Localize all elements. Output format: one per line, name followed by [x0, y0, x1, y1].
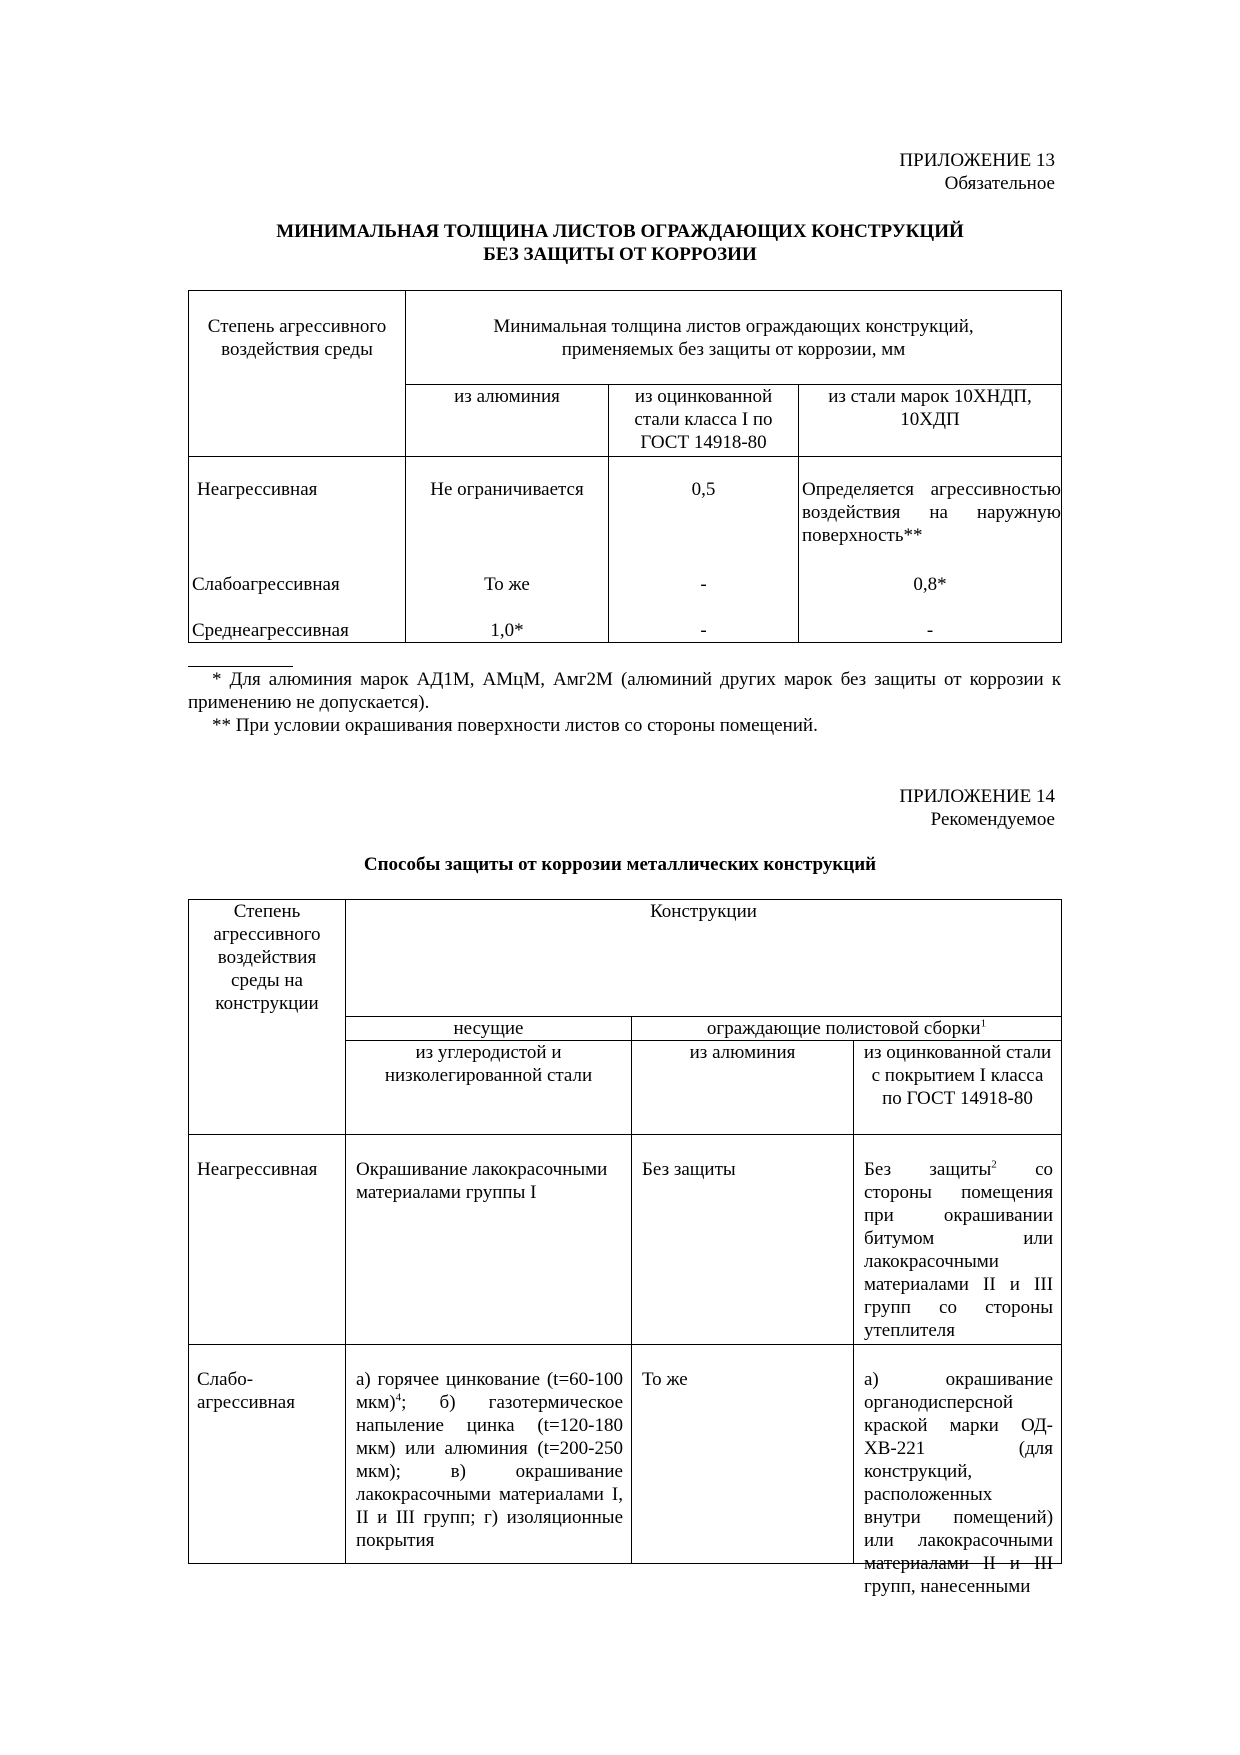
table-cell: Не ограничивается [406, 457, 609, 573]
header-aluminium: из алюминия [406, 385, 609, 457]
thickness-table [188, 290, 1062, 643]
header-bearing: несущие [346, 1017, 632, 1041]
table-cell: а) горячее цинкование (t=60-100 мкм)$^4$; б) газотермическое напыление цинка (t=120-180 мкм) или алюминия (t=200-250 мкм); в) окрашивание лакокрасочными материалами I, II и III групп; г) изоляционные покрытия [346, 1345, 632, 1564]
appendix-13-status: Обязательное [944, 173, 1055, 194]
appendix-13-title-line2: БЕЗ ЗАЩИТЫ ОТ КОРРОЗИИ [483, 244, 757, 265]
table-row-env: Неагрессивная [189, 457, 406, 573]
table-cell: То же [632, 1345, 854, 1564]
appendix-13-title-line1: МИНИМАЛЬНАЯ ТОЛЩИНА ЛИСТОВ ОГРАЖДАЮЩИХ КОНСТРУКЦИЙ [276, 221, 964, 242]
table-cell: - [609, 619, 799, 643]
header-alloy-steel: из стали марок 10ХНДП, 10ХДП [799, 385, 1062, 457]
table-cell: - [609, 573, 799, 619]
header-enclosing: ограждающие полистовой сборки$^1$ [632, 1017, 1062, 1041]
table-cell: - [799, 619, 1062, 643]
appendix-14-status: Рекомендуемое [930, 809, 1055, 830]
protection-methods-table [188, 899, 1062, 1597]
header-constructions: Конструкции [346, 900, 1062, 1017]
header-galvanized-steel: из оцинкованной стали класса I по ГОСТ 14918-80 [609, 385, 799, 457]
table-cell: То же [406, 573, 609, 619]
footnote-divider [188, 666, 293, 667]
table-row-env: Слабоагрессивная [189, 573, 406, 619]
footnote-painting: ** При условии окрашивания поверхности листов со стороны помещений. [212, 715, 818, 736]
appendix-13-label: ПРИЛОЖЕНИЕ 13 [899, 150, 1055, 171]
table-cell: 0,8* [799, 573, 1062, 619]
table-cell: 0,5 [609, 457, 799, 573]
header-environment: Степень агрессивного воздействия среды [189, 291, 406, 457]
table-cell: Окрашивание лакокрасочными материалами группы I [346, 1135, 632, 1345]
appendix-14-title: Способы защиты от коррозии металлических конструкций [363, 854, 877, 875]
table-row-env: Неагрессивная [189, 1135, 346, 1345]
table-cell: 1,0* [406, 619, 609, 643]
table-cell: Определяется агрессивностью воздействия на наружную поверхность** [799, 457, 1062, 573]
appendix-14-label: ПРИЛОЖЕНИЕ 14 [899, 786, 1055, 807]
footnote-aluminium: * Для алюминия марок АД1М, АМцМ, Амг2М (алюминий других марок без защиты от коррозии к применению не допускается). [188, 669, 1061, 713]
header-min-thickness: Минимальная толщина листов ограждающих конструкций, применяемых без защиты от коррозии, мм [406, 291, 1062, 385]
header-environment: Степень агрессивного воздействия среды на конструкции [189, 900, 346, 1135]
table-cell: Без защиты$^2$ со стороны помещения при окрашивании битумом или лакокрасочными материалами II и III групп со стороны утеплителя [854, 1135, 1062, 1345]
table-row-env: Слабо-агрессивная [189, 1345, 346, 1564]
table-row-env: Среднеагрессивная [189, 619, 406, 643]
table-cell: Без защиты [632, 1135, 854, 1345]
header-aluminium: из алюминия [632, 1041, 854, 1135]
table-cell: а) окрашивание органодисперсной краской марки ОД-ХВ-221 (для конструкций, расположенных внутри помещений) или лакокрасочными материалами II и III групп, нанесенными [854, 1345, 1062, 1564]
header-carbon-steel: из углеродистой и низколегированной стали [346, 1041, 632, 1135]
header-galvanized-steel: из оцинкованной стали с покрытием I класса по ГОСТ 14918-80 [854, 1041, 1062, 1135]
